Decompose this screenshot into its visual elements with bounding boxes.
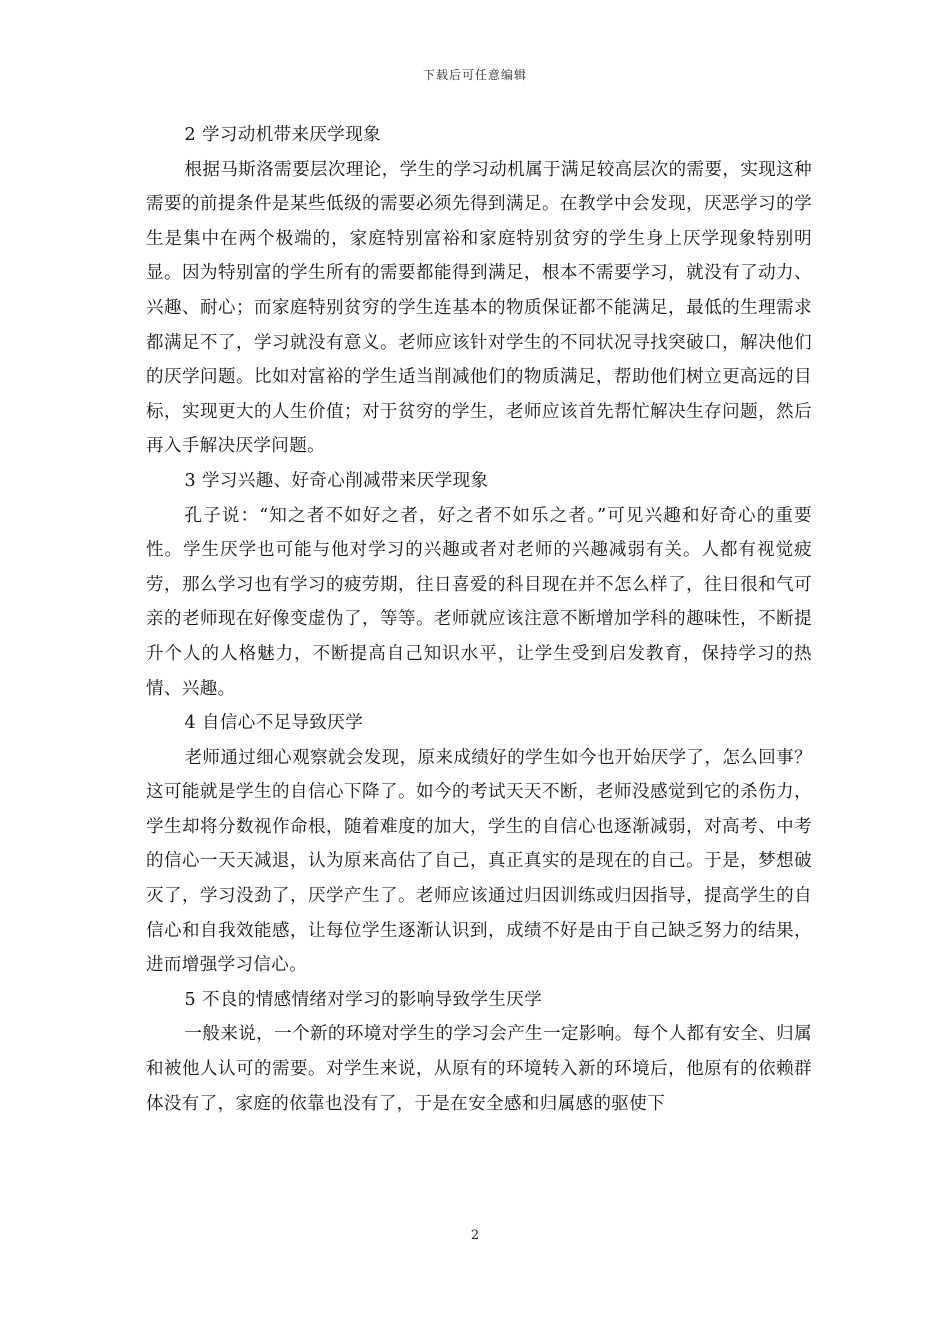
section-paragraph: 孔子说：“知之者不如好之者，好之者不如乐之者。”可见兴趣和好奇心的重要性。学生厌学也可能与他对学习的兴趣或者对老师的兴趣减弱有关。人都有视觉疲劳，那么学习也有学习的疲劳期，往日喜爱的科目现在并不怎么样了，往日很和气可亲的老师现在好像变虚伪了，等等。老师就应该注意不断增加学科的趣味性，不断提升个人的人格魅力，不断提高自己知识水平，让学生受到启发教育，保持学习的热情、兴趣。 [146,505,812,699]
section-paragraph: 老师通过细心观察就会发现，原来成绩好的学生如今也开始厌学了，怎么回事？这可能就是学生的自信心下降了。如今的考试天天不断，老师没感觉到它的杀伤力，学生却将分数视作命根，随着难度的加大，学生的自信心也逐渐减弱，对高考、中考的信心一天天减退，认为原来高估了自己，真正真实的是现在的自己。于是，梦想破灭了，学习没劲了，厌学产生了。老师应该通过归因训练或归因指导，提高学生的自信心和自我效能感，让每位学生逐渐认识到，成绩不好是由于自己缺乏努力的结果，进而增强学习信心。 [146,747,812,976]
section-heading: 3 学习兴趣、好奇心削减带来厌学现象 [184,470,489,491]
page-number: 2 [470,1228,480,1243]
section-paragraph: 根据马斯洛需要层次理论，学生的学习动机属于满足较高层次的需要，实现这种需要的前提条件是某些低级的需要必须先得到满足。在教学中会发现，厌恶学习的学生是集中在两个极端的，家庭特别富裕和家庭特别贫穷的学生身上厌学现象特别明显。因为特别富的学生所有的需要都能得到满足，根本不需要学习，就没有了动力、兴趣、耐心；而家庭特别贫穷的学生连基本的物质保证都不能满足，最低的生理需求都满足不了，学习就没有意义。老师应该针对学生的不同状况寻找突破口，解决他们的厌学问题。比如对富裕的学生适当削减他们的物质满足，帮助他们树立更高远的目标，实现更大的人生价值；对于贫穷的学生，老师应该首先帮忙解决生存问题，然后再入手解决厌学问题。 [146,159,812,457]
section-heading: 2 学习动机带来厌学现象 [184,125,381,145]
section-paragraph: 一般来说，一个新的环境对学生的学习会产生一定影响。每个人都有安全、归属和被他人认可的需要。对学生来说，从原有的环境转入新的环境后，他原有的依赖群体没有了，家庭的依靠也没有了，于是在安全感和归属感的驱使下 [146,1024,812,1114]
section-heading: 4 自信心不足导致厌学 [184,713,364,734]
document-body [146,118,812,1121]
page-header: 下载后可任意编辑 [422,68,527,82]
section-heading: 5 不良的情感情绪对学习的影响导致学生厌学 [184,989,543,1010]
